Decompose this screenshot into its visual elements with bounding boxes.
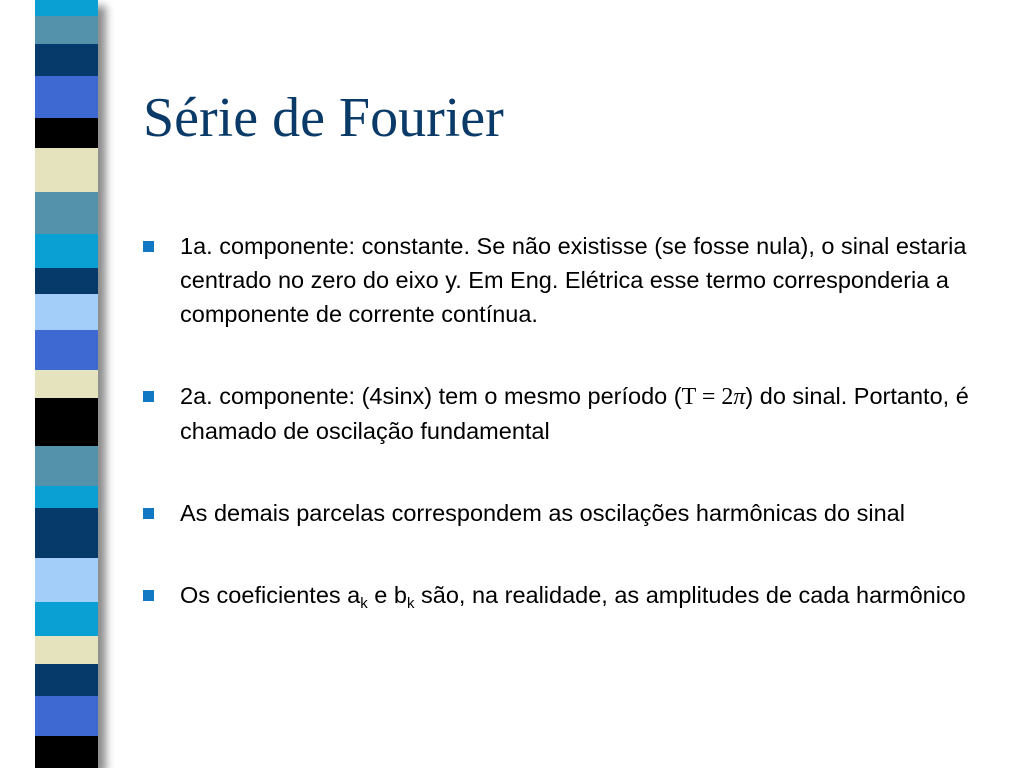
bullet-text-part: e b [367,582,407,608]
square-bullet-icon [143,241,154,252]
stripe-segment [35,76,98,118]
stripe-segment [35,558,98,602]
square-bullet-icon [143,391,154,402]
stripe-segment [35,664,98,696]
stripe-segment [35,16,98,44]
stripe-segment [35,330,98,370]
subscript: k [406,595,415,612]
bullet-text: 1a. componente: constante. Se não existisse (se fosse nula), o sinal estaria centrado no zero do eixo y. Em Eng. Elétrica esse termo corresponderia a componente de corrente contínua. [180,233,967,327]
bullet-item [180,379,1000,448]
slide-title: Série de Fourier [143,87,504,149]
formula-lhs: T [681,384,696,410]
square-bullet-icon [143,508,154,519]
bullet-text-part: 2a. componente: (4sinx) tem o mesmo período ( [180,383,682,409]
stripe-segment [35,696,98,736]
stripe-segment [35,268,98,294]
stripe-segment [35,486,98,508]
bullet-item [180,578,1000,612]
stripe-segment [35,398,98,446]
stripe-segment [35,0,98,16]
bullet-item [180,496,1000,530]
decorative-stripe-bar [35,0,98,768]
stripe-segment [35,602,98,636]
stripe-segment [35,234,98,268]
subscript: k [360,595,368,612]
bullet-item [180,229,1000,331]
stripe-segment [35,736,98,768]
period-formula [682,384,746,410]
formula-rhs-number: 2 [721,384,734,410]
formula-rhs-symbol: π [733,384,746,410]
stripe-segment [35,44,98,76]
stripe-segment [35,118,98,148]
bullet-text: As demais parcelas correspondem as oscilações harmônicas do sinal [180,500,905,526]
formula-operator: = [701,384,716,410]
stripe-segment [35,636,98,664]
stripe-segment [35,370,98,398]
stripe-segment [35,294,98,330]
stripe-segment [35,192,98,234]
bullet-text-part: ) do sinal. Portanto, é chamado de oscilação fundamental [180,383,969,444]
stripe-segment [35,446,98,486]
bullet-text-part: Os coeficientes a [180,582,361,608]
stripe-segment [35,148,98,192]
bullet-text-part: são, na realidade, as amplitudes de cada harmônico [414,582,966,608]
square-bullet-icon [143,590,154,601]
stripe-segment [35,508,98,558]
bullet-list [180,229,1000,660]
